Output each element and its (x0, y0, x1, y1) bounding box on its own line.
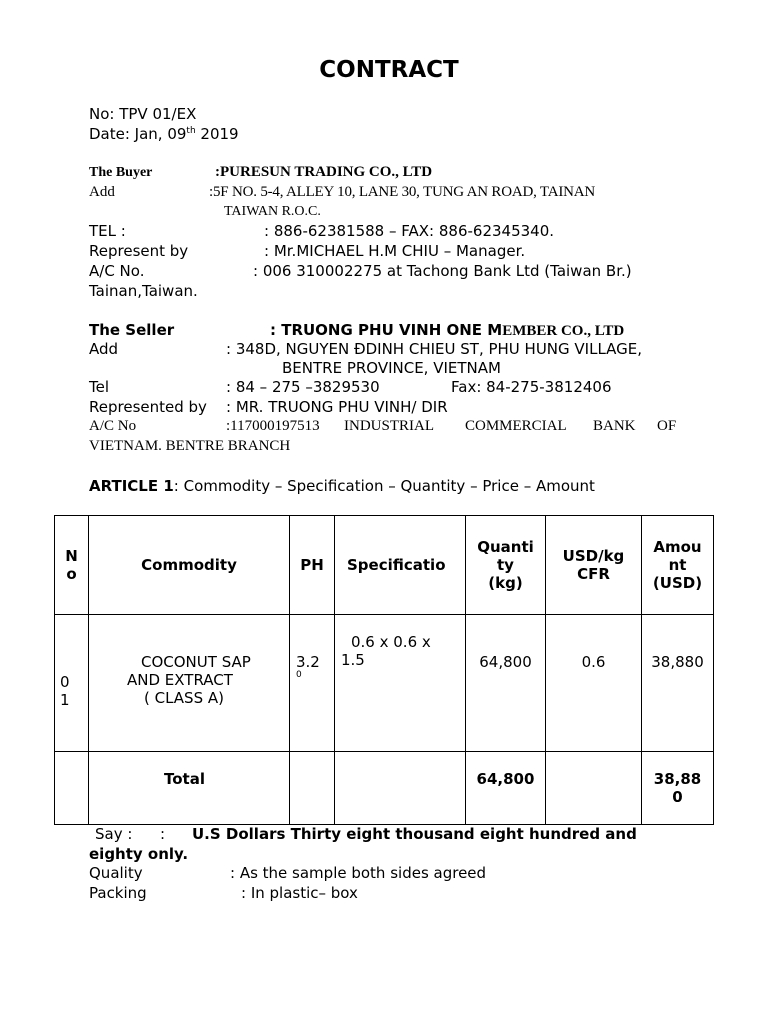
packing-value: : In plastic– box (241, 884, 358, 902)
total-ph (290, 752, 335, 825)
total-amount: 38,88 0 (642, 752, 714, 825)
say-colon: : (160, 825, 166, 843)
table-header-row (55, 516, 714, 615)
total-row (55, 752, 714, 825)
seller-account-word-industrial: INDUSTRIAL (344, 418, 434, 434)
header-specification: Specificatio (335, 516, 466, 615)
seller-address-line2: BENTRE PROVINCE, VIETNAM (282, 359, 501, 377)
seller-account-number: :117000197513 (226, 418, 320, 434)
buyer-account-line2: Tainan,Taiwan. (89, 282, 198, 300)
seller-fax-value: Fax: 84-275-3812406 (451, 378, 612, 396)
seller-tel-label: Tel (89, 378, 110, 396)
header-amount: Amou nt (USD) (642, 516, 714, 615)
quality-value: : As the sample both sides agreed (230, 864, 487, 882)
seller-label: The Seller (89, 321, 175, 339)
seller-address-label: Add (89, 340, 119, 358)
header-commodity: Commodity (89, 516, 290, 615)
row-specification: 0.6 x 0.6 x 1.5 (335, 615, 466, 752)
table-row (55, 615, 714, 752)
seller-account-word-commercial: COMMERCIAL (465, 418, 567, 434)
row-amount: 38,880 (642, 615, 714, 752)
contract-number: No: TPV 01/EX (89, 105, 197, 123)
page-title: CONTRACT (319, 57, 459, 83)
row-unit-price: 0.6 (546, 615, 642, 752)
date-prefix: Date: Jan, 09 (89, 125, 187, 143)
row-quantity: 64,800 (466, 615, 546, 752)
seller-represent-label: Represented by (89, 398, 207, 416)
buyer-represent-value: : Mr.MICHAEL H.M CHIU – Manager. (264, 242, 526, 260)
header-quantity: Quanti ty (kg) (466, 516, 546, 615)
say-amount-words-line1: U.S Dollars Thirty eight thousand eight hundred and (192, 825, 637, 843)
seller-account-word-bank: BANK (593, 418, 636, 434)
total-label: Total (89, 752, 290, 825)
article-1-heading (89, 477, 595, 495)
header-unit-price: USD/kg CFR (546, 516, 642, 615)
total-quantity: 64,800 (466, 752, 546, 825)
seller-account-label: A/C No (89, 418, 137, 434)
seller-name-part1: : TRUONG PHU VINH ONE M (270, 321, 503, 339)
date-year: 2019 (195, 125, 239, 143)
buyer-account-value: : 006 310002275 at Tachong Bank Ltd (Taiwan Br.) (253, 262, 632, 280)
contract-date (89, 125, 239, 143)
packing-label: Packing (89, 884, 147, 902)
say-amount-words-line2: eighty only. (89, 845, 189, 863)
total-unit-price (546, 752, 642, 825)
buyer-tel-value: : 886-62381588 – FAX: 886-62345340. (264, 222, 555, 240)
header-no: N o (55, 516, 89, 615)
buyer-address-label: Add (89, 184, 115, 200)
buyer-address-line2: TAIWAN R.O.C. (224, 204, 321, 219)
seller-tel-value: : 84 – 275 –3829530 (226, 378, 380, 396)
buyer-address-line1: :5F NO. 5-4, ALLEY 10, LANE 30, TUNG AN ROAD, TAINAN (209, 184, 596, 200)
date-suffix-sup: th (186, 126, 196, 136)
commodity-table (54, 515, 714, 825)
seller-name-part2: EMBER CO., LTD (502, 323, 625, 339)
seller-account-word-of: OF (657, 418, 677, 434)
quality-label: Quality (89, 864, 143, 882)
seller-name (270, 321, 624, 340)
buyer-account-label: A/C No. (89, 262, 145, 280)
seller-address-line1: : 348D, NGUYEN ĐDINH CHIEU ST, PHU HUNG VILLAGE, (226, 340, 643, 358)
row-no: 0 1 (55, 615, 89, 752)
total-no (55, 752, 89, 825)
seller-represent-value: : MR. TRUONG PHU VINH/ DIR (226, 398, 448, 416)
total-specification (335, 752, 466, 825)
buyer-name: :PURESUN TRADING CO., LTD (215, 164, 433, 180)
article-1-label: ARTICLE 1 (89, 477, 174, 495)
seller-account-line2: VIETNAM. BENTRE BRANCH (89, 438, 291, 454)
buyer-tel-label: TEL : (89, 222, 126, 240)
say-label: Say : (95, 825, 133, 843)
article-1-text: : Commodity – Specification – Quantity – Price – Amount (173, 477, 595, 495)
row-commodity: COCONUT SAP AND EXTRACT ( CLASS A) (89, 615, 290, 752)
buyer-label: The Buyer (89, 165, 153, 180)
buyer-represent-label: Represent by (89, 242, 189, 260)
header-ph: PH (290, 516, 335, 615)
row-ph: 3.2 $^0$ (290, 615, 335, 752)
